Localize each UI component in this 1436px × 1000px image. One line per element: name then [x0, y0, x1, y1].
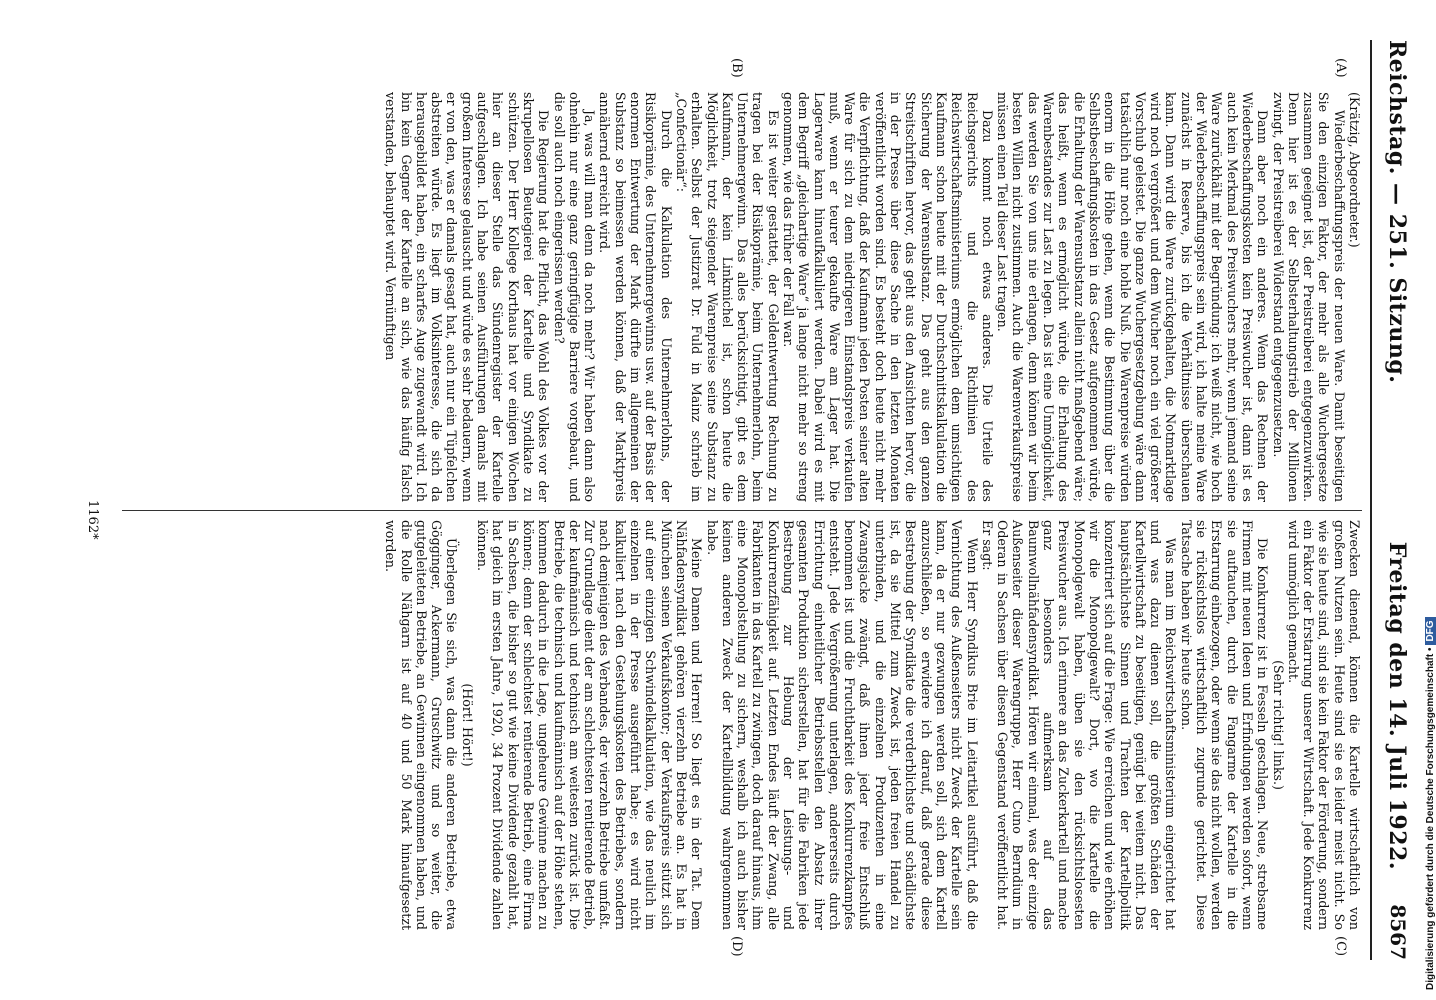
header-rule	[1370, 40, 1372, 960]
page-header	[1376, 40, 1416, 960]
header-session: Reichstag. — 251. Sitzung.	[1384, 40, 1410, 384]
left-column-paragraph: Durch die Kalkulation des Unternehmerlohns, der Risikoprämie, des Unternehmergewinns usw. auf der Basis der enormen Entwertung der Mark dürfte im allgemeinen der Substanz so beimessen werden können, daß der Marktpreis annähernd erreicht wird.	[597, 92, 674, 502]
column-divider	[122, 510, 1362, 511]
right-column-paragraph: Die Konkurrenz ist in Fesseln geschlagen. Neue, strebsame Firmen mit neuen Ideen und Erfindungen werden sofort, wenn sie auftauchen, durch die Fangarme der Kartelle in die Erstarrung einbezogen, oder wenn sie das nicht wollen, werden sie rücksichtslos wirtschaftlich zugrunde gerichtet. Diese Tatsache haben wir heute schon.	[1178, 520, 1271, 930]
margin-mark-b: (B)	[729, 58, 744, 78]
right-column-paragraph: Wenn Herr Syndikus Brie im Leitartikel ausführt, daß die Vernichtung des Außenseiters nicht Zweck der Kartelle sein kann, da er nur gezwungen werden soll, sich dem Kartell anzuschließen, so erwidere ich darauf, daß gerade diese Bestrebung der Syndikate die verderblichste und schädlichste ist, da sie Mittel zum Zweck ist, jeden freien Handel zu unterbinden, und die einzelnen Produzenten in eine Zwangsjacke zwängt, daß ihnen jeder freie Entschluß benommen ist und die Fruchtbarkeit des Konkurrenzkampfes entsteht. Jede Vergrößerung unterlagen, andererseits durch Errichtung einheitlicher Betriebsstellen den Absatz ihrer gesamten Produktion sicherstellen, hat für die Fabriken jede Bestrebung zur Hebung der Leistungs- und Konkurrenzfähigkeit auf. Letzten Endes läuft der Zwang, alle Fabrikanten in das Kartell zu zwingen, doch darauf hinaus, ihm eine Monopolstellung zu sichern, weshalb ich auch bisher keinen anderen Zweck der Kartellbildung wahrgenommen habe.	[704, 520, 980, 930]
margin-mark-c: (C)	[1333, 936, 1348, 957]
right-column-paragraph: Was man im Reichswirtschaftsministerium eingerichtet hat und was dazu dienen soll, die größten Schäden der Kartellwirtschaft zu beseitigen, genügt bei weitem nicht. Das hauptsächlichste Sinnen und Trachten der Kartellpolitik konzentriert sich auf die Frage: Wie erreichen und wie erhöhen wir die Monopolgewalt? Dort, wo die Kartelle die Monopolgewalt haben, üben sie den rücksichtslosesten Preiswucher aus. Ich erinnere an das Zuckerkartell und mache ganz besonders aufmerksam auf das Baumwollnähfadensyndikat. Hören wir einmal, was der einzige Außenseiter dieser Warengruppe, Herr Cuno Berndium in Oderan in Sachsen über diesen Gegenstand veröffentlicht hat. Er sagt:	[979, 520, 1179, 930]
left-column-paragraph: Die Regierung hat die Pflicht, das Wohl des Volkes vor der skrupellosen Beutegierei der Kartelle und Syndikate zu schützen. Der Herr Kollege Korthaus hat vor einigen Wochen hier an dieser Stelle das Sündenregister der Kartelle aufgeschlagen. Ich habe seinen Ausführungen damals mit großem Interesse gelauscht und würde es sehr bedauern, wenn er von den, was er damals gesagt hat, auch nur ein Tüpfelchen abstreiten würde. Es liegt im Volksinteresse, die sich da herausgebildet haben, ein scharfes Auge zugewandt wird. Ich bin kein Gegner der Kartelle an sich, wie das häufig falsch verstanden, behauptet wird. Vernünftigen	[383, 92, 552, 502]
margin-mark-a: (A)	[1333, 58, 1348, 78]
right-column	[383, 520, 1362, 930]
left-column-paragraph: Es ist weiter gestattet, der Geldentwertung Rechnung zu tragen bei der Risikoprämie, beim Unternehmerlohn, beim Unternehmergewinn. Das alles berücksichtigt, gibt es dem Kaufmann, der kein Linkmichel ist, schon heute die Möglichkeit, trotz steigender Warenpreise seine Substanz zu erhalten. Selbst der Justizrat Dr. Fuld in Mainz schrieb im „Confectionär“:	[673, 92, 781, 502]
right-column-paragraph: (Sehr richtig! links.)	[1270, 660, 1286, 790]
header-date: Freitag den 14. Juli 1922.	[1384, 541, 1410, 870]
right-column-paragraph: Zwecken dienend, können die Kartelle wirtschaftlich von großem Nutzen sein. Heute sind sie es leider meist nicht. So wie sie heute sind, sind sie kein Faktor der Förderung, sondern ein Faktor der Erstarrung unserer Wirtschaft. Jede Konkurrenz wird unmöglich gemacht.	[1285, 520, 1362, 930]
footer-number: 1162*	[85, 500, 100, 540]
right-column-paragraph: (Hört! Hört!)	[459, 683, 475, 767]
left-column-paragraph: (Krätzig, Abgeordneter.)	[1347, 92, 1362, 248]
credit-text: Digitalisierung gefördert durch die Deutsche Forschungsgemeinschaft •	[1425, 647, 1436, 990]
page-number: 8567	[1386, 904, 1410, 960]
digitization-credit	[1425, 617, 1436, 990]
left-column-paragraph: Dann aber noch ein anderes. Wenn das Rechnen der Wiederbeschaffungskosten kein Preiswucher ist, dann ist es auch kein Merkmal des Preiswuchers mehr, wenn jemand seine Ware zurückhält mit der Begründung: ich weiß nicht, wie hoch der Wiederbeschaffungspreis sein wird, ich halte meine Ware zunächst in Reserve, bis ich die Verhältnisse überschauen kann. Dann wird die Ware zurückgehalten, die Notmarktlage wird noch vergrößert und dem Wucher noch ein viel größerer Vorschub geleistet. Die ganze Wuchergesetzgebung wäre dann tatsächlich nur noch eine hohle Nuß. Die Warenpreise würden enorm in die Höhe gehen, wenn die Bestimmung über die Selbstbeschaffungskosten in das Gesetz aufgenommen würde, die Erhaltung der Warensubstanz allein nicht maßgebend wäre; das heißt, wenn es ermöglicht würde, die Erhaltung des Warenbestandes zur Last zu legen. Das ist eine Unmöglichkeit, das werden Sie von uns nie erlangen, denn können wir beim besten Willen nicht zustimmen. Auch die Warenverkaufspreise müssen einen Teil dieser Last tragen.	[995, 92, 1271, 502]
left-column-paragraph: Ja, was will man denn da noch mehr? Wir haben dann also ohnehin nur eine ganz geringfügige Barriere vorgebaut, und die soll auch noch eingerissen werden?	[551, 92, 598, 502]
right-column-paragraph: Überlegen Sie sich, was dann die anderen Betriebe, etwa Gögginger, Ackermann, Gruschwitz und so weiter, die gutgeleiteten Betriebe, an Gewinnen eingenommen haben, und die Rolle Nähgarn ist auf 40 und 50 Mark hinaufgesetzt worden.	[383, 520, 460, 930]
left-column-paragraph: Dazu kommt noch etwas anderes. Die Urteile des Reichsgerichts und die Richtlinien des Reichswirtschaftsministeriums ermöglichen dem umsichtigen Kaufmann schon heute mit der Durchschnittskalkulation die Sicherung der Warensubstanz. Das geht aus den ganzen Streitschriften hervor, das geht aus den Ansichten hervor, die in der Presse über diese Sache in den letzten Monaten veröffentlicht worden sind. Es besteht doch heute nicht mehr die Verpflichtung, daß der Kaufmann jeden Posten seiner alten Ware für sich zu dem niedrigeren Einstandspreis verkaufen muß, wenn er teurer gekaufte Ware am Lager hat. Die Lagerware kann hinaufkalkuliert werden. Dabei wird es mit dem Begriff „gleichartige Ware“ ja lange nicht mehr so streng genommen, wie das früher der Fall war.	[781, 92, 995, 502]
left-column	[383, 92, 1362, 502]
right-column-paragraph: Meine Damen und Herren! So liegt es in der Tat. Dem Nähfadensyndikat gehören vierzehn Betriebe an. Es hat in München seinen Verkaufskontor; der Verkaufspreis stützt sich auf einer einzigen Schwindelkalkulation, wie das neulich im einzelnen in der Presse ausgeführt habe; es wird nicht kalkuliert nach den Gestehungskosten des Betriebes, sondern nach demjenigen des Verbandes, der vierzehn Betriebe umfaßt. Zur Grundlage dient der am schlechtesten rentierende Betrieb, der kaufmännisch und technisch am weitesten zurück ist. Die Betriebe, die technisch und kaufmännisch auf der Höhe stehen, kommen dadurch in die Lage, ungeheure Gewinne machen zu können; denn der schlechtest rentierende Betrieb, eine Firma in Sachsen, die bisher so gut wie keine Dividende gezahlt hat, hat gleich im ersten Jahre, 1920, 34 Prozent Dividende zahlen können.	[475, 520, 705, 930]
dfg-logo: DFG	[1425, 617, 1436, 644]
margin-mark-d: (D)	[729, 936, 744, 957]
left-column-paragraph: Wiederbeschaffungspreis der neuen Ware. Damit beseitigen Sie den einzigen Faktor, der mehr als alle Wuchergesetze zusammen geeignet ist, der Preistreiberei entgegenzuwirken. Denn hier ist es der Selbsterhaltungstrieb der Millionen zwingt, der Preistreiberei Widerstand entgegenzusetzen.	[1270, 92, 1347, 502]
